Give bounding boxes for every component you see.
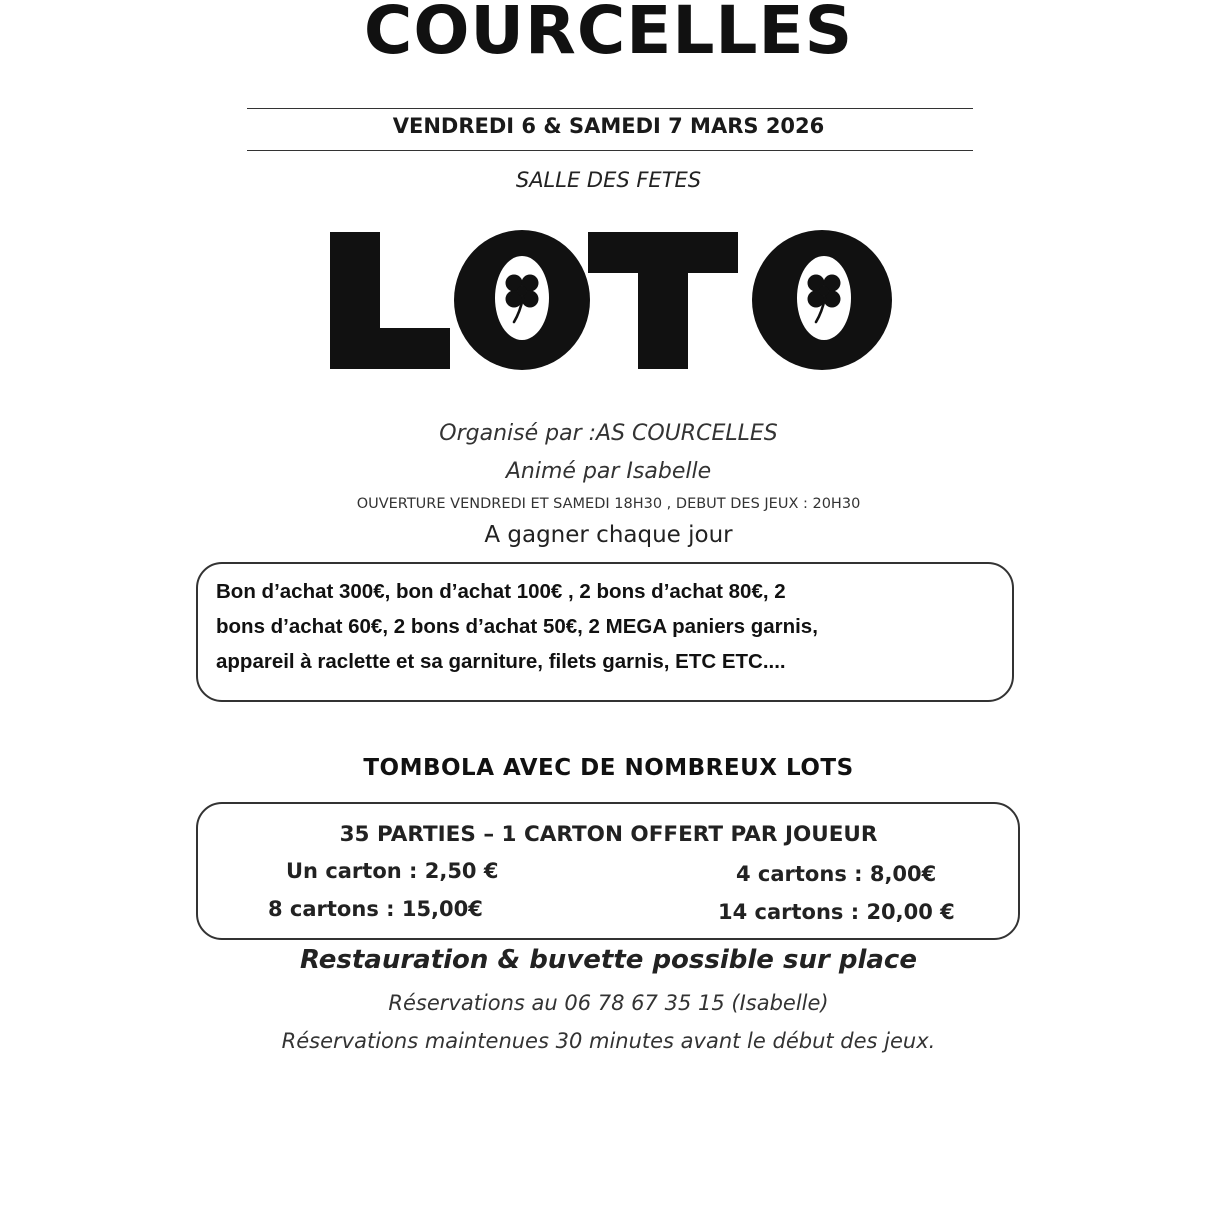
- prizes-list: [216, 574, 1006, 679]
- divider-top: [247, 108, 973, 109]
- parties-info: 35 PARTIES – 1 CARTON OFFERT PAR JOUEUR: [339, 822, 878, 847]
- loto-letter-t: [588, 232, 738, 369]
- tombola-heading: TOMBOLA AVEC DE NOMBREUX LOTS: [363, 755, 854, 781]
- loto-letter-l: [330, 232, 450, 369]
- prize-line: bons d’achat 60€, 2 bons d’achat 50€, 2 MEGA paniers garnis,: [216, 615, 818, 638]
- price-four-cards: 4 cartons : 8,00€: [736, 862, 937, 886]
- loto-letter-o-second: [752, 230, 892, 370]
- price-one-card: Un carton : 2,50 €: [286, 859, 499, 883]
- event-dates: VENDREDI 6 & SAMEDI 7 MARS 2026: [392, 114, 825, 138]
- venue: SALLE DES FETES: [515, 168, 702, 192]
- price-eight-cards: 8 cartons : 15,00€: [268, 897, 483, 921]
- prize-line: appareil à raclette et sa garniture, filets garnis, ETC ETC....: [216, 650, 786, 673]
- organizer: Organisé par :AS COURCELLES: [439, 421, 778, 446]
- reservations-note: Réservations maintenues 30 minutes avant le début des jeux.: [281, 1029, 936, 1053]
- loto-letter-o-first: [454, 230, 590, 370]
- opening-hours: OUVERTURE VENDREDI ET SAMEDI 18H30 , DEBUT DES JEUX : 20H30: [356, 496, 861, 512]
- divider-bottom: [247, 150, 973, 151]
- reservations-phone: Réservations au 06 78 67 35 15 (Isabelle): [388, 991, 829, 1015]
- restauration-note: Restauration & buvette possible sur place: [300, 945, 917, 975]
- prize-line: Bon d’achat 300€, bon d’achat 100€ , 2 bons d’achat 80€, 2: [216, 580, 786, 603]
- host: Animé par Isabelle: [505, 459, 712, 484]
- loto-title: [322, 228, 902, 373]
- town-title: COURCELLES: [363, 0, 854, 69]
- price-fourteen-cards: 14 cartons : 20,00 €: [718, 900, 955, 924]
- to-win-heading: A gagner chaque jour: [484, 522, 733, 548]
